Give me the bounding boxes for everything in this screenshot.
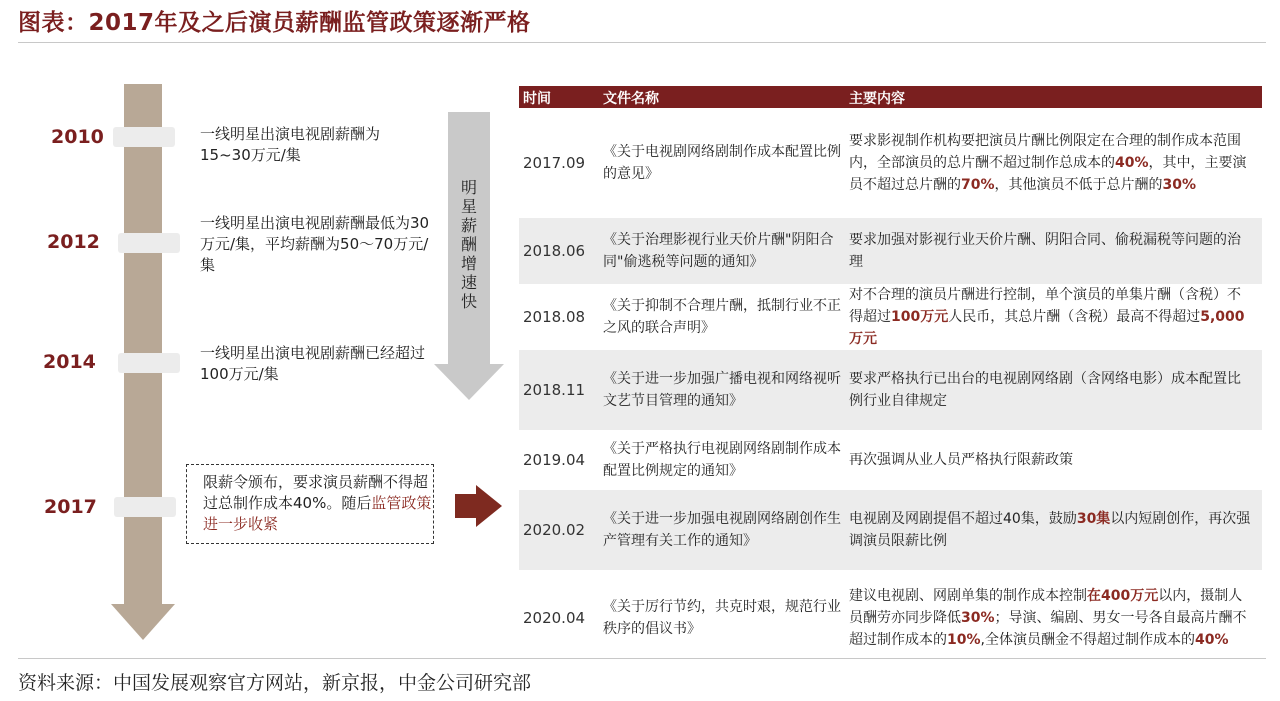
table-row [519,570,1262,666]
footer-divider [18,658,1266,659]
growth-label: 明星薪酬增速快 [460,178,477,311]
table-header [519,86,1262,108]
timeline-year: 2012 [47,231,100,253]
content-text: 再次强调从业人员严格执行限薪政策 [849,452,1073,468]
cell-time: 2020.04 [523,609,586,627]
highlight-text: 30% [961,610,995,626]
content-text: 要求加强对影视行业天价片酬、阴阳合同、偷税漏税等问题的治理 [849,232,1241,270]
table-row [519,108,1262,218]
policy-callout-box [186,464,434,544]
content-text: ；导演、编剧、男女一号各自最高片酬不超过制作成本的 [849,610,1247,648]
title-divider [18,42,1266,43]
cell-time: 2018.08 [523,308,586,326]
cell-time: 2017.09 [523,154,586,172]
timeline-description: 限薪令颁布，要求演员薪酬不得超过总制作成本40%。随后 [203,473,429,512]
right-arrow-head [476,485,502,527]
content-text: 电视剧及网剧提倡不超过40集，鼓励 [849,511,1077,527]
highlight-text: 30% [1162,177,1197,193]
timeline-arrow-head [111,604,175,640]
cell-document: 《关于电视剧网络剧制作成本配置比例的意见》 [603,144,841,182]
highlight-text: 10% [947,632,981,648]
cell-content [849,108,1254,218]
cell-content [849,490,1254,570]
content-text: 以内短剧创作，再次强调演员限薪比例 [849,511,1251,549]
content-text: 对不合理的演员片酬进行控制，单个演员的单集片酬（含税）不得超过 [849,287,1241,325]
cell-document: 《关于治理影视行业天价片酬"阴阳合同"偷逃税等问题的通知》 [603,232,834,270]
timeline-description: 一线明星出演电视剧薪酬为15~30万元/集 [200,125,381,164]
timeline-year: 2017 [44,496,97,518]
highlight-text: 40% [1115,155,1149,171]
column-header-time: 时间 [523,91,551,107]
right-arrow-icon [455,494,477,518]
timeline-description: 一线明星出演电视剧薪酬已经超过100万元/集 [200,344,426,383]
timeline-marker [114,497,176,517]
source-note: 资料来源：中国发展观察官方网站，新京报，中金公司研究部 [18,672,532,694]
cell-document: 《关于进一步加强广播电视和网络视听文艺节目管理的通知》 [603,371,841,409]
timeline-arrow-shaft [124,84,162,606]
column-header-doc: 文件名称 [603,91,659,107]
cell-content [849,570,1254,666]
content-text: 要求影视制作机构要把演员片酬比例限定在合理的制作成本范围内，全部演员的总片酬不超过制作总成本的 [849,133,1241,171]
table-row [519,430,1262,490]
content-text: ，其中，主要演员不超过总片酬的 [849,155,1247,193]
cell-time: 2020.02 [523,521,586,539]
table-row [519,490,1262,570]
highlight-text: 监管政策进一步收紧 [203,494,432,533]
content-text: ,全体演员酬金不得超过制作成本的 [980,632,1195,648]
content-text: 人民币，其总片酬（含税）最高不得超过 [948,309,1201,325]
cell-document: 《关于厉行节约，共克时艰，规范行业秩序的倡议书》 [603,599,841,637]
cell-content [849,430,1254,490]
timeline-year: 2014 [43,351,96,373]
cell-content [849,218,1254,284]
cell-document: 《关于进一步加强电视剧网络剧创作生产管理有关工作的通知》 [603,511,841,549]
highlight-text: 70% [961,177,995,193]
table-row [519,350,1262,430]
highlight-text: 30集 [1076,511,1111,527]
timeline-marker [113,127,175,147]
content-text: 以内，摄制人员酬劳亦同步降低 [849,588,1243,626]
content-text: ，其他演员不低于总片酬的 [994,177,1163,193]
cell-document: 《关于抑制不合理片酬，抵制行业不正之风的联合声明》 [603,298,841,336]
cell-content [849,284,1254,350]
cell-time: 2018.06 [523,242,586,260]
table-row [519,218,1262,284]
content-text: 要求严格执行已出台的电视剧网络剧（含网络电影）成本配置比例行业自律规定 [849,371,1241,409]
timeline-marker [118,233,180,253]
content-text: 建议电视剧、网剧单集的制作成本控制 [849,588,1087,604]
cell-time: 2019.04 [523,451,586,469]
growth-arrow-head [434,364,504,400]
cell-document: 《关于严格执行电视剧网络剧制作成本配置比例规定的通知》 [603,441,841,479]
cell-content [849,350,1254,430]
timeline-marker [118,353,180,373]
policy-table [519,86,1262,666]
table-row [519,284,1262,350]
page-title: 图表：2017年及之后演员薪酬监管政策逐渐严格 [18,10,531,36]
cell-time: 2018.11 [523,381,586,399]
timeline-year: 2010 [51,126,104,148]
highlight-text: 40% [1194,632,1229,648]
highlight-text: 在400万元 [1087,588,1159,604]
highlight-text: 100万元 [891,309,949,325]
timeline-description: 一线明星出演电视剧薪酬最低为30万元/集，平均薪酬为50～70万元/集 [200,214,430,274]
column-header-content: 主要内容 [849,91,905,107]
highlight-text: 5,000万元 [849,309,1245,347]
